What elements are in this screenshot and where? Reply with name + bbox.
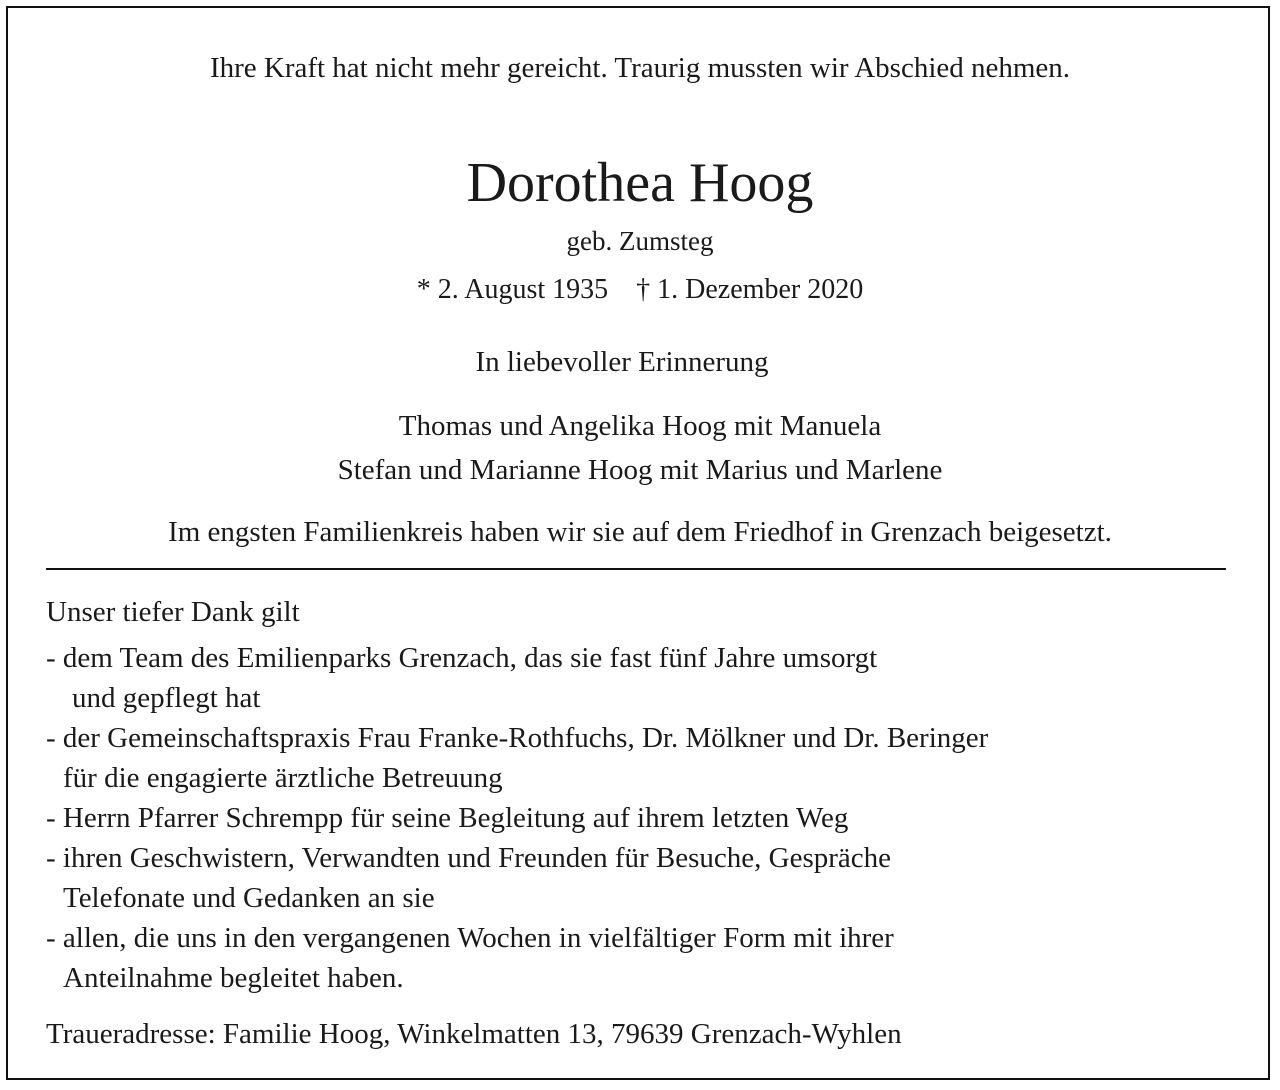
thanks-line: - dem Team des Emilienparks Grenzach, das sie fast fünf Jahre umsorgt: [46, 642, 878, 674]
thanks-line: und gepflegt hat: [72, 682, 261, 714]
thanks-line: Telefonate und Gedanken an sie: [63, 882, 435, 914]
family-list: [8, 404, 1272, 492]
intro-text: Ihre Kraft hat nicht mehr gereicht. Traurig mussten wir Abschied nehmen.: [209, 52, 1071, 84]
burial-note: Im engsten Familienkreis haben wir sie auf dem Friedhof in Grenzach beigesetzt.: [168, 516, 1112, 548]
thanks-title: Unser tiefer Dank gilt: [46, 596, 300, 628]
thanks-line: für die engagierte ärztliche Betreuung: [63, 762, 503, 794]
thanks-line: - ihren Geschwistern, Verwandten und Freunden für Besuche, Gespräche: [46, 842, 892, 874]
thanks-line: - Herrn Pfarrer Schrempp für seine Begleitung auf ihrem letzten Weg: [46, 802, 849, 834]
family-line: Thomas und Angelika Hoog mit Manuela: [398, 410, 882, 442]
memory-line: In liebevoller Erinnerung: [475, 346, 769, 378]
thanks-line: - allen, die uns in den vergangenen Wochen in vielfältiger Form mit ihrer: [46, 922, 894, 954]
mourning-address: Traueradresse: Familie Hoog, Winkelmatten 13, 79639 Grenzach-Wyhlen: [46, 1018, 902, 1050]
deceased-name: Dorothea Hoog: [466, 152, 814, 214]
birth-date: * 2. August 1935: [416, 274, 609, 305]
obituary-frame: [6, 6, 1270, 1080]
divider: [46, 568, 1226, 570]
thanks-list: [46, 638, 988, 998]
thanks-line: - der Gemeinschaftspraxis Frau Franke-Rothfuchs, Dr. Mölkner und Dr. Beringer: [46, 722, 989, 754]
death-date: † 1. Dezember 2020: [636, 274, 864, 305]
family-line: Stefan und Marianne Hoog mit Marius und Marlene: [337, 454, 943, 486]
thanks-line: Anteilnahme begleitet haben.: [63, 962, 404, 994]
life-dates: [8, 274, 1272, 306]
maiden-name: geb. Zumsteg: [566, 226, 714, 256]
